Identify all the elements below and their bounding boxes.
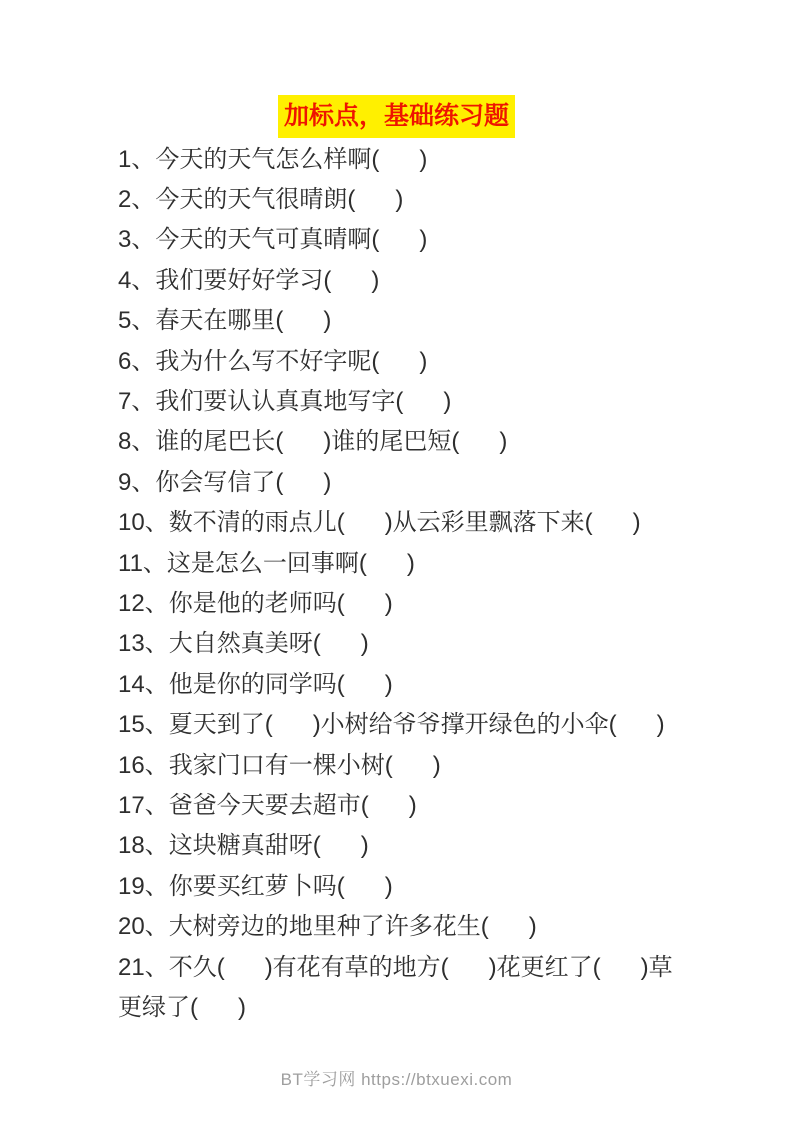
exercise-item: 18、这块糖真甜呀( ): [118, 832, 369, 860]
page-title: 加标点，基础练习题: [278, 95, 515, 138]
exercise-list: [118, 140, 680, 1029]
exercise-item: 20、大树旁边的地里种了许多花生( ): [118, 913, 537, 941]
exercise-item: 13、大自然真美呀( ): [118, 630, 369, 658]
exercise-item: 15、夏天到了( )小树给爷爷撑开绿色的小伞( ): [118, 711, 665, 739]
exercise-item: 16、我家门口有一棵小树( ): [118, 751, 441, 779]
exercise-item: 6、我为什么写不好字呢( ): [118, 347, 428, 375]
exercise-item: 7、我们要认认真真地写字( ): [118, 387, 452, 415]
exercise-item: 17、爸爸今天要去超市( ): [118, 792, 417, 819]
exercise-item: 1、今天的天气怎么样啊( ): [118, 145, 428, 173]
exercise-item: 21、不久( )有花有草的地方( )花更红了( )草更绿了( ): [118, 953, 673, 1022]
exercise-item: 9、你会写信了( ): [118, 468, 332, 496]
exercise-item: 8、谁的尾巴长( )谁的尾巴短( ): [118, 428, 508, 456]
title-row: [0, 0, 793, 138]
exercise-item: 11、这是怎么一回事啊( ): [118, 549, 415, 577]
exercise-item: 2、今天的天气很晴朗( ): [118, 185, 404, 213]
exercise-item: 3、今天的天气可真晴啊( ): [118, 226, 428, 254]
exercise-item: 12、你是他的老师吗( ): [118, 589, 393, 617]
exercise-item: 10、数不清的雨点儿( )从云彩里飘落下来( ): [118, 509, 641, 537]
watermark-footer: BT学习网 https://btxuexi.com: [280, 1070, 513, 1089]
exercise-item: 14、他是你的同学吗( ): [118, 670, 393, 698]
exercise-item: 19、你要买红萝卜吗( ): [118, 872, 393, 900]
exercise-item: 5、春天在哪里( ): [118, 307, 332, 335]
exercise-item: 4、我们要好好学习( ): [118, 266, 380, 294]
